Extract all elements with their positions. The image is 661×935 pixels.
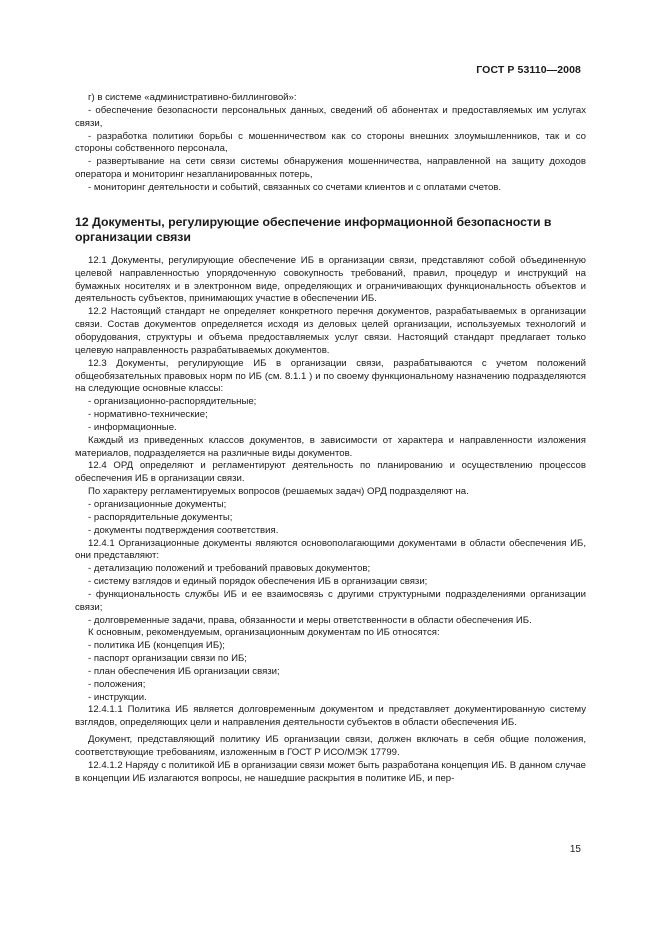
paragraph: 12.4 ОРД определяют и регламентируют деятельность по планированию и осуществлению процессов обеспечения ИБ в организации связи. bbox=[75, 460, 586, 485]
list-item: - организационные документы; bbox=[88, 498, 227, 510]
intro-line: - разработка политики борьбы с мошенничеством как со стороны внешних злоумышленников, так и со стороны собственного персонала, bbox=[75, 130, 586, 155]
list-item: - детализацию положений и требований правовых документов; bbox=[88, 563, 371, 575]
document-header: ГОСТ Р 53110—2008 bbox=[476, 64, 581, 76]
paragraph: 12.4.1 Организационные документы являются основополагающими документами в области обеспечения ИБ, они представляют: bbox=[75, 537, 586, 562]
list-item: - нормативно-технические; bbox=[88, 409, 208, 421]
list-item: - документы подтверждения соответствия. bbox=[88, 524, 279, 536]
paragraph: 12.2 Настоящий стандарт не определяет конкретного перечня документов, разрабатываемых в организации связи. Состав документов определяется исходя из деловых целей организации, используемых технологий и оборудования, структуры и объема предоставляемых услуг связи. Настоящий стандарт предлагает только целевую направленность разрабатываемых документов. bbox=[75, 306, 586, 356]
list-item: - политика ИБ (концепция ИБ); bbox=[88, 640, 225, 652]
page-content bbox=[75, 92, 586, 786]
paragraph: 12.3 Документы, регулирующие ИБ в организации связи, разрабатываются с учетом положений общеобязательных правовых норм по ИБ (см. 8.1.1 ) и по своему функциональному назначению подразделяются на следующие основные классы: bbox=[75, 357, 586, 395]
list-item: - распорядительные документы; bbox=[88, 511, 233, 523]
paragraph: Документ, представляющий политику ИБ организации связи, должен включать в себя общие положения, соответствующие требованиям, изложенным в ГОСТ Р ИСО/МЭК 17799. bbox=[75, 734, 586, 758]
paragraph: 12.4.1.2 Наряду с политикой ИБ в организации связи может быть разработана концепция ИБ. В данном случае в концепции ИБ излагаются вопросы, не нашедшие раскрытия в политике ИБ, и пер- bbox=[75, 759, 586, 784]
list-item: - долговременные задачи, права, обязанности и меры ответственности в области обеспечения ИБ. bbox=[88, 614, 532, 626]
list-item: - инструкции. bbox=[88, 691, 147, 703]
intro-line: - развертывание на сети связи системы обнаружения мошенничества, направленной на защиту доходов оператора и мониторинг незапланированных потерь, bbox=[75, 156, 586, 181]
paragraph: 12.1 Документы, регулирующие обеспечение ИБ в организации связи, представляют собой объединенную целевой направленностью упорядоченную совокупность требований, правил, процедур и инструкций на бумажных носителях и в электронном виде, определяющих и ограничивающих функциональность объектов и деятельность субъектов, принимающих участие в обеспечении ИБ. bbox=[75, 254, 586, 305]
list-item: - функциональность службы ИБ и ее взаимосвязь с другими структурными подразделениями организации связи; bbox=[75, 588, 586, 613]
paragraph: 12.4.1.1 Политика ИБ является долговременным документом и представляет документированную систему взглядов, определяющих цели и направления деятельности субъектов в области обеспечения ИБ. bbox=[75, 704, 586, 729]
list-item: - организационно-распорядительные; bbox=[88, 396, 257, 408]
list-item: - паспорт организации связи по ИБ; bbox=[88, 653, 247, 665]
intro-line: - обеспечение безопасности персональных данных, сведений об абонентах и предоставляемых им услугах связи, bbox=[75, 104, 586, 129]
paragraph: К основным, рекомендуемым, организационным документам по ИБ относятся: bbox=[88, 627, 440, 639]
intro-line: - мониторинг деятельности и событий, связанных со счетами клиентов и с оплатами счетов. bbox=[88, 181, 502, 193]
page-number: 15 bbox=[569, 844, 581, 855]
list-item: - информационные. bbox=[88, 421, 177, 433]
paragraph: Каждый из приведенных классов документов, в зависимости от характера и направленности изложения материалов, подразделяется на различные виды документов. bbox=[75, 434, 586, 459]
list-item: - систему взглядов и единый порядок обеспечения ИБ в организации связи; bbox=[88, 576, 428, 588]
section-title: 12 Документы, регулирующие обеспечение информационной безопасности в организации связи bbox=[75, 214, 552, 245]
paragraph: По характеру регламентируемых вопросов (решаемых задач) ОРД подразделяют на. bbox=[88, 486, 469, 498]
list-item: - план обеспечения ИБ организации связи; bbox=[88, 665, 280, 677]
intro-line: г) в системе «административно-биллинговой»: bbox=[88, 92, 297, 103]
list-item: - положения; bbox=[88, 678, 146, 690]
